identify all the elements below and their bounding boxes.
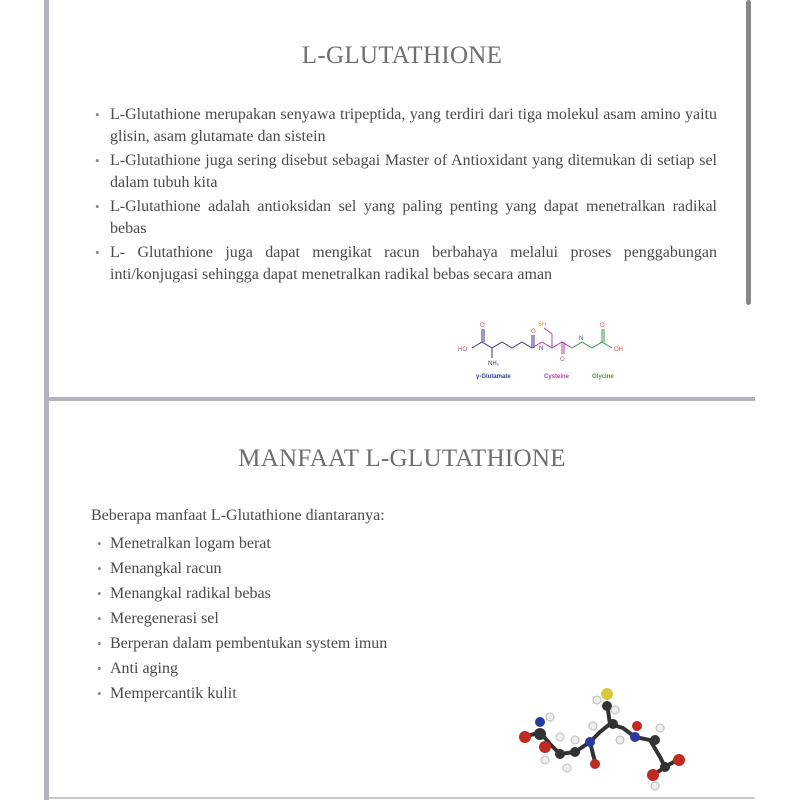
list-item: • L-Glutathione adalah antioksidan sel yang paling penting yang dapat menetralkan radikal bebas xyxy=(95,198,717,237)
list-item: • Mempercantik kulit xyxy=(97,681,387,706)
bullet-icon: • xyxy=(97,611,102,626)
svg-text:N: N xyxy=(579,336,584,342)
bullet-icon: • xyxy=(95,107,100,122)
svg-text:O: O xyxy=(480,323,485,329)
benefit-list xyxy=(97,531,387,706)
list-item: • Menangkal racun xyxy=(97,556,387,581)
svg-text:O: O xyxy=(600,323,605,329)
slide-title: MANFAAT L-GLUTATHIONE xyxy=(238,445,566,472)
slide-title: L-GLUTATHIONE xyxy=(301,42,503,69)
svg-text:O: O xyxy=(560,357,565,363)
slide-bottom-border xyxy=(49,797,755,799)
list-item: • Menetralkan logam berat xyxy=(97,531,387,556)
segment-glycine: Glycine xyxy=(592,374,614,380)
bullet-icon: • xyxy=(95,153,100,168)
bullet-icon: • xyxy=(97,536,102,551)
list-item: • Berperan dalam pembentukan system imun xyxy=(97,631,387,656)
list-item: • L- Glutathione juga dapat mengikat racun berbahaya melalui proses penggabungan inti/konjugasi sehingga dapat menetralkan radikal bebas secara aman xyxy=(95,244,717,283)
bullet-icon: • xyxy=(97,561,102,576)
svg-text:SH: SH xyxy=(538,322,547,328)
bullet-icon: • xyxy=(97,586,102,601)
bullet-icon: • xyxy=(95,245,100,260)
slide-divider xyxy=(49,397,755,401)
svg-text:HO: HO xyxy=(458,347,467,353)
list-item: • Meregenerasi sel xyxy=(97,606,387,631)
list-item: • Menangkal radikal bebas xyxy=(97,581,387,606)
bullet-icon: • xyxy=(97,686,102,701)
glutathione-structure-diagram xyxy=(452,312,642,384)
bullet-list xyxy=(95,104,717,288)
svg-text:N: N xyxy=(539,346,544,352)
svg-text:O: O xyxy=(531,329,536,335)
bullet-icon: • xyxy=(95,199,100,214)
segment-glutamate: γ-Glutamate xyxy=(476,374,511,380)
intro-text: Beberapa manfaat L-Glutathione diantaranya: xyxy=(91,507,385,524)
list-item: • L-Glutathione merupakan senyawa tripeptida, yang terdiri dari tiga molekul asam amino yaitu glisin, asam glutamate dan sistein xyxy=(95,106,717,145)
bullet-icon: • xyxy=(97,661,102,676)
list-item: • L-Glutathione juga sering disebut sebagai Master of Antioxidant yang ditemukan di setiap sel dalam tubuh kita xyxy=(95,152,717,191)
bullet-icon: • xyxy=(97,636,102,651)
list-item: • Anti aging xyxy=(97,656,387,681)
glutathione-3d-molecule-image xyxy=(505,682,695,792)
svg-text:NH₂: NH₂ xyxy=(488,361,499,367)
svg-text:OH: OH xyxy=(614,347,623,353)
segment-cysteine: Cysteine xyxy=(544,374,570,380)
